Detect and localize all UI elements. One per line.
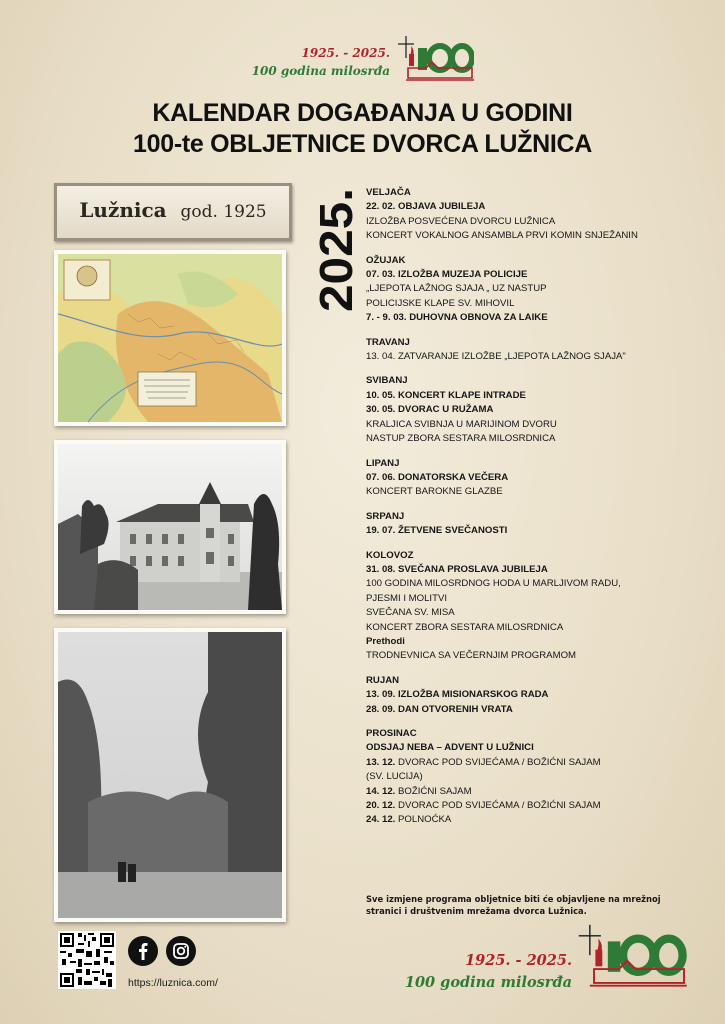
month-block xyxy=(366,674,706,717)
event-line: (SV. LUCIJA) xyxy=(366,771,423,783)
month-name: TRAVANJ xyxy=(366,336,410,348)
event-line: KONCERT VOKALNOG ANSAMBLA PRVI KOMIN SNJEŽANIN xyxy=(366,230,638,242)
month-name: KOLOVOZ xyxy=(366,549,414,561)
event-line: 28. 09. DAN OTVORENIH VRATA xyxy=(366,703,513,715)
plate-name: Lužnica xyxy=(79,198,167,222)
event-line: 07. 03. IZLOŽBA MUZEJA POLICIJE xyxy=(366,269,528,281)
event-line: NASTUP ZBORA SESTARA MILOSRDNICA xyxy=(366,433,556,445)
jubilee-logo-icon xyxy=(572,922,688,994)
event-line: 07. 06. DONATORSKA VEČERA xyxy=(366,471,509,483)
event-line: PJESMI I MOLITVI xyxy=(366,592,448,604)
bottom-logo-tagline: 100 godina milosrđa xyxy=(404,974,572,991)
page-title-line2: 100-te OBLJETNICE DVORCA LUŽNICA xyxy=(133,130,592,158)
event-line: POLICIJSKE KLAPE SV. MIHOVIL xyxy=(366,297,515,309)
month-name: RUJAN xyxy=(366,674,400,686)
event-line: 7. - 9. 03. DUHOVNA OBNOVA ZA LAIKE xyxy=(366,312,548,324)
month-name: OŽUJAK xyxy=(366,254,406,266)
event-line: 13. 04. ZATVARANJE IZLOŽBE „LJEPOTA LAŽNOG SJAJA" xyxy=(366,351,626,363)
event-line: 13. 09. IZLOŽBA MISIONARSKOG RADA xyxy=(366,689,549,701)
logo-dates: 1925. - 2025. xyxy=(301,46,390,60)
event-line: KONCERT BAROKNE GLAZBE xyxy=(366,486,503,498)
event-line: ODSJAJ NEBA – ADVENT U LUŽNICI xyxy=(366,742,534,754)
year-label xyxy=(304,186,364,314)
facebook-icon[interactable] xyxy=(128,936,158,966)
month-name: VELJAČA xyxy=(366,187,411,198)
event-line: 31. 08. SVEČANA PROSLAVA JUBILEJA xyxy=(366,563,548,575)
instagram-icon[interactable] xyxy=(166,936,196,966)
month-block xyxy=(366,549,706,664)
event-calendar xyxy=(366,186,706,828)
website-link[interactable]: https://luznica.com/ xyxy=(128,977,218,989)
event-line: TRODNEVNICA SA VEČERNJIM PROGRAMOM xyxy=(366,650,577,662)
month-name: PROSINAC xyxy=(366,728,417,739)
month-block xyxy=(366,186,706,244)
event-line: 14. 12. BOŽIĆNI SAJAM xyxy=(366,785,472,797)
month-name: LIPANJ xyxy=(366,457,400,469)
event-line: 10. 05. KONCERT KLAPE INTRADE xyxy=(366,389,526,401)
event-line: 13. 12. DVORAC POD SVIJEĆAMA / BOŽIĆNI SAJAM xyxy=(366,756,601,768)
year-text: 2025. xyxy=(310,196,362,312)
event-line: KONCERT ZBORA SESTARA MILOSRDNICA xyxy=(366,621,564,633)
event-line: SVEČANA SV. MISA xyxy=(366,607,455,619)
historic-map-image xyxy=(54,250,286,426)
event-line: 100 GODINA MILOSRDNOG HODA U MARLJIVOM RADU, xyxy=(366,578,621,590)
month-block xyxy=(366,727,706,828)
plate-year: god. 1925 xyxy=(180,202,267,222)
logo-tagline: 100 godina milosrđa xyxy=(251,64,390,78)
name-plate xyxy=(54,183,292,241)
month-name: SRPANJ xyxy=(366,510,405,522)
month-block xyxy=(366,336,706,365)
month-block xyxy=(366,510,706,539)
event-line: 22. 02. OBJAVA JUBILEJA xyxy=(366,201,486,213)
month-name: SVIBANJ xyxy=(366,375,408,387)
event-line: IZLOŽBA POSVEĆENA DVORCU LUŽNICA xyxy=(366,215,556,227)
event-line: Prethodi xyxy=(366,635,405,647)
event-line: 19. 07. ŽETVENE SVEČANOSTI xyxy=(366,525,508,537)
castle-photo xyxy=(54,440,286,614)
jubilee-logo-icon xyxy=(392,34,474,86)
event-line: 20. 12. DVORAC POD SVIJEĆAMA / BOŽIĆNI SAJAM xyxy=(366,800,601,812)
qr-code-icon[interactable] xyxy=(58,931,116,989)
event-line: KRALJICA SVIBNJA U MARIJINOM DVORU xyxy=(366,418,557,430)
event-line: 30. 05. DVORAC U RUŽAMA xyxy=(366,404,494,416)
page-title-line1: KALENDAR DOGAĐANJA U GODINI xyxy=(152,99,573,127)
changes-note: Sve izmjene programa obljetnice biti će objavljene na mrežnoj stranici i društvenim mrežama dvorca Lužnica. xyxy=(366,894,661,916)
month-block xyxy=(366,457,706,500)
bottom-logo xyxy=(400,920,690,1000)
event-line: „LJEPOTA LAŽNOG SJAJA „ UZ NASTUP xyxy=(366,283,547,295)
forest-photo xyxy=(54,628,286,922)
top-logo xyxy=(250,34,475,86)
bottom-logo-dates: 1925. - 2025. xyxy=(465,952,572,969)
month-block xyxy=(366,254,706,326)
month-block xyxy=(366,374,706,446)
event-line: 24. 12. POLNOĆKA xyxy=(366,814,452,826)
